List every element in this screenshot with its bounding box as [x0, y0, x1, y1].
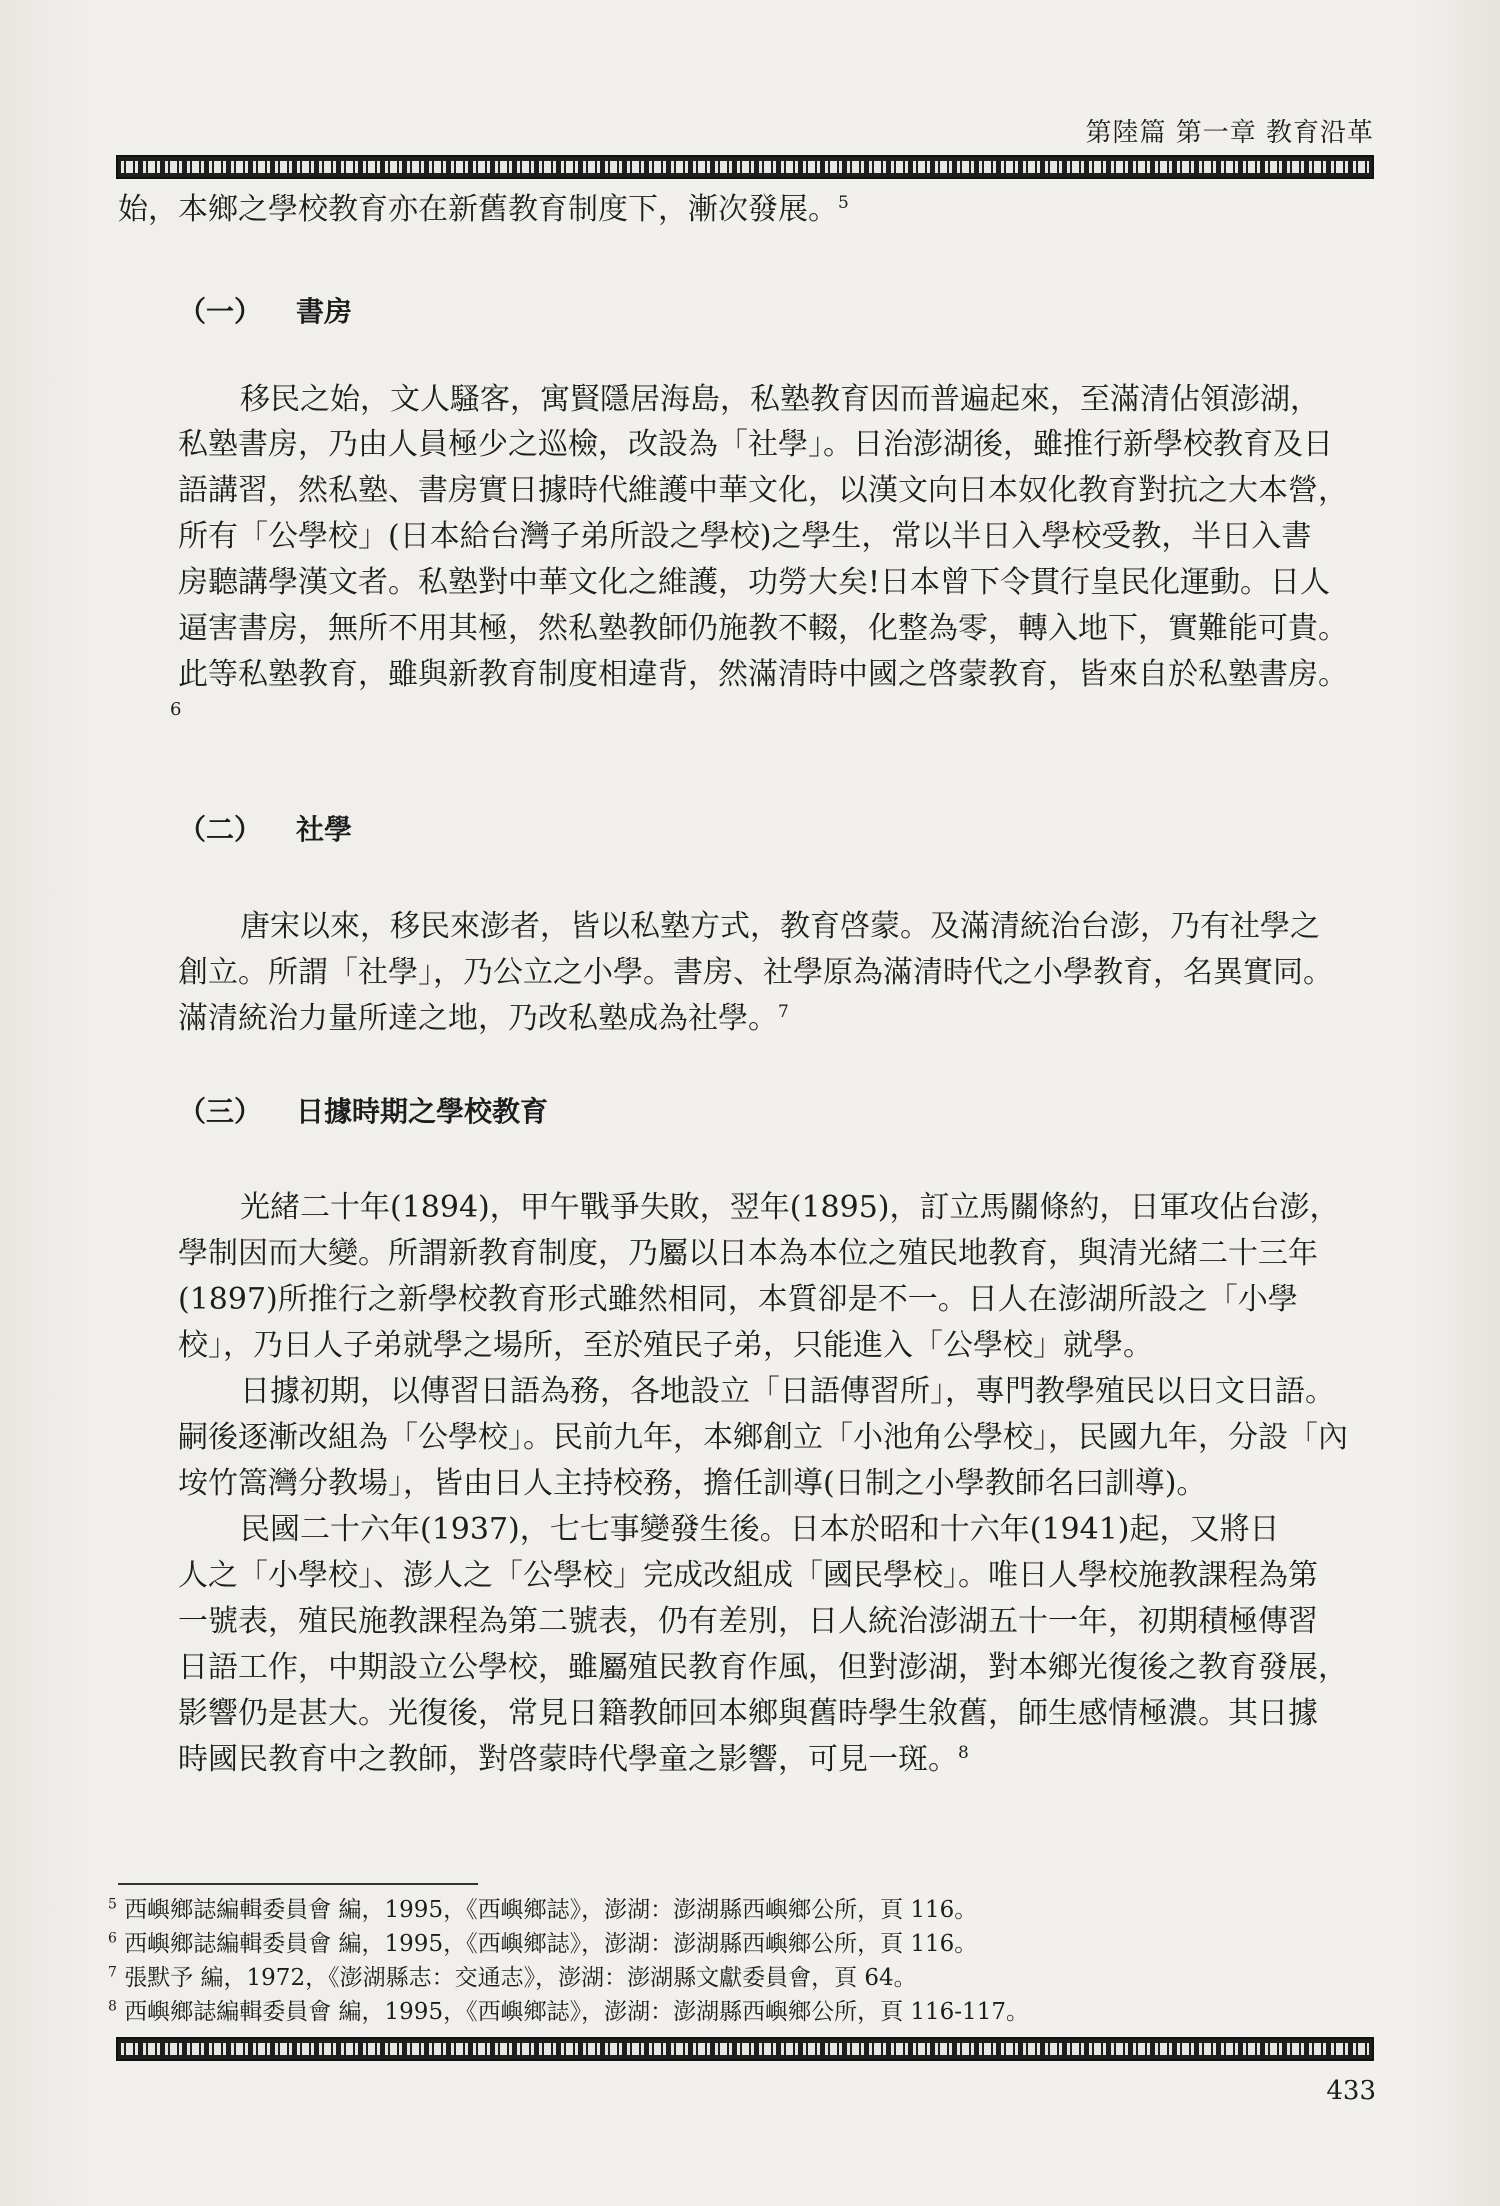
paragraph-line: 房聽講學漢文者。私塾對中華文化之維護，功勞大矣!日本曾下令貫行皇民化運動。日人 [178, 565, 1331, 600]
paragraph-line: 創立。所謂「社學」，乃公立之小學。書房、社學原為滿清時代之小學教育，名異實同。 [178, 955, 1333, 990]
running-header: 第陸篇 第一章 教育沿革 [1085, 118, 1374, 148]
intro-text: 始，本鄉之學校教育亦在新舊教育制度下，漸次發展。 [118, 192, 838, 227]
footnote-8 [108, 1995, 1029, 2029]
paragraph-line: 影響仍是甚大。光復後，常見日籍教師回本鄉與舊時學生敘舊，師生感情極濃。其日據 [178, 1696, 1318, 1731]
page-number: 433 [1326, 2076, 1376, 2106]
paragraph-line: 嗣後逐漸改組為「公學校」。民前九年，本鄉創立「小池角公學校」，民國九年，分設「內 [178, 1420, 1348, 1455]
paragraph-line: 人之「小學校」、澎人之「公學校」完成改組成「國民學校」。唯日人學校施教課程為第 [178, 1558, 1318, 1593]
section-number: （一） [178, 295, 263, 328]
paragraph-line: 所有「公學校」(日本給台灣子弟所設之學校)之學生，常以半日入學校受教，半日入書 [178, 519, 1312, 554]
section-heading-3 [178, 1090, 548, 1130]
paragraph-line: 日語工作，中期設立公學校，雖屬殖民教育作風，但對澎湖，對本鄉光復後之教育發展， [178, 1650, 1348, 1685]
top-decorative-border [116, 155, 1374, 179]
footnote-ref-5: 5 [838, 193, 849, 213]
footnote-number: 7 [108, 1964, 117, 1981]
section-number: （二） [178, 813, 263, 846]
intro-line [118, 188, 1378, 232]
footnote-5 [108, 1893, 977, 1927]
paragraph-line [178, 1738, 1438, 1782]
footnote-number: 5 [108, 1896, 117, 1913]
footnote-text: 西嶼鄉誌編輯委員會 編，1995，《西嶼鄉誌》，澎湖：澎湖縣西嶼鄉公所，頁 116。 [124, 1931, 978, 1957]
footnote-ref-7: 7 [778, 1002, 789, 1022]
paragraph-line: 一號表，殖民施教課程為第二號表，仍有差別，日人統治澎湖五十一年，初期積極傳習 [178, 1604, 1318, 1639]
paragraph-line: (1897)所推行之新學校教育形式雖然相同，本質卻是不一。日人在澎湖所設之「小學 [178, 1282, 1298, 1317]
footnote-text: 張默予 編，1972，《澎湖縣志：交通志》，澎湖：澎湖縣文獻委員會，頁 64。 [124, 1965, 917, 1991]
footnote-text: 西嶼鄉誌編輯委員會 編，1995，《西嶼鄉誌》，澎湖：澎湖縣西嶼鄉公所，頁 116。 [124, 1897, 978, 1923]
section-title: 日據時期之學校教育 [296, 1095, 549, 1128]
paragraph-line: 逼害書房，無所不用其極，然私塾教師仍施教不輟，化整為零，轉入地下，實難能可貴。 [178, 611, 1348, 646]
footnote-6 [108, 1927, 977, 1961]
paragraph-line: 光緒二十年(1894)，甲午戰爭失敗，翌年(1895)，訂立馬關條約，日軍攻佔台澎， [240, 1190, 1340, 1225]
paragraph-line: 私塾書房，乃由人員極少之巡檢，改設為「社學」。日治澎湖後，雖推行新學校教育及日 [178, 427, 1333, 462]
paragraph-line [178, 997, 1438, 1041]
footnote-7 [108, 1961, 917, 1995]
footnote-number: 6 [108, 1930, 117, 1947]
section-heading-1 [178, 290, 352, 330]
paragraph-line: 垵竹篙灣分教場」，皆由日人主持校務，擔任訓導(日制之小學教師名曰訓導)。 [178, 1466, 1207, 1501]
paragraph-line: 語講習，然私塾、書房實日據時代維護中華文化，以漢文向日本奴化教育對抗之大本營， [178, 473, 1348, 508]
paragraph-text: 時國民教育中之教師，對啓蒙時代學童之影響，可見一斑。 [178, 1742, 958, 1777]
footnote-ref-6: 6 [170, 699, 182, 720]
footnote-separator [118, 1883, 478, 1885]
section-heading-2 [178, 808, 352, 848]
section-title: 社學 [296, 813, 353, 846]
paragraph-line: 校」，乃日人子弟就學之場所，至於殖民子弟，只能進入「公學校」就學。 [178, 1328, 1153, 1363]
paragraph-line: 日據初期，以傳習日語為務，各地設立「日語傳習所」，專門教學殖民以日文日語。 [240, 1374, 1335, 1409]
bottom-decorative-border [116, 2037, 1374, 2061]
footnote-ref-8: 8 [958, 1743, 969, 1763]
section-number: （三） [178, 1095, 263, 1128]
paragraph-line: 民國二十六年(1937)，七七事變發生後。日本於昭和十六年(1941)起，又將日 [240, 1512, 1280, 1547]
paragraph-line: 此等私塾教育，雖與新教育制度相違背，然滿清時中國之啓蒙教育，皆來自於私塾書房。 [178, 657, 1348, 692]
paragraph-line: 學制因而大變。所謂新教育制度，乃屬以日本為本位之殖民地教育，與清光緒二十三年 [178, 1236, 1318, 1271]
footnote-text: 西嶼鄉誌編輯委員會 編，1995，《西嶼鄉誌》，澎湖：澎湖縣西嶼鄉公所，頁 116-117。 [124, 1999, 1029, 2025]
footnote-number: 8 [108, 1998, 117, 2015]
section-title: 書房 [296, 295, 353, 328]
paragraph-line: 移民之始，文人騷客，寓賢隱居海島，私塾教育因而普遍起來，至滿清佔領澎湖， [240, 382, 1320, 417]
paragraph-text: 滿清統治力量所達之地，乃改私塾成為社學。 [178, 1001, 778, 1036]
paragraph-line: 唐宋以來，移民來澎者，皆以私塾方式，教育啓蒙。及滿清統治台澎，乃有社學之 [240, 909, 1320, 944]
